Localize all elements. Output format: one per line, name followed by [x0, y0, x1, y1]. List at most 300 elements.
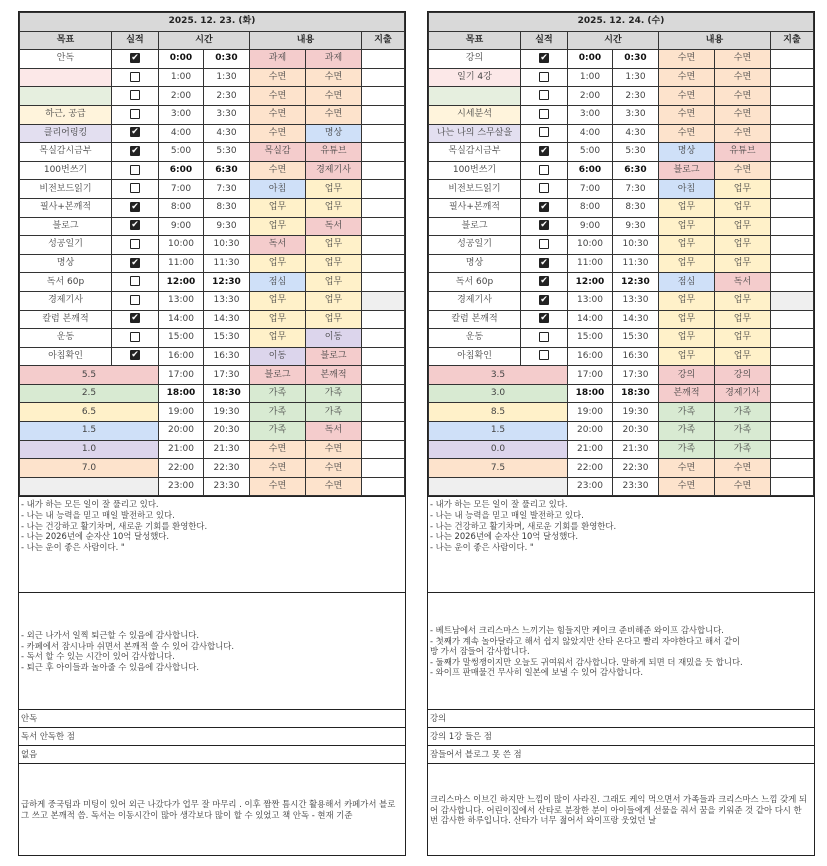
- activity-cell[interactable]: 업무: [715, 198, 771, 217]
- checkbox-checked-icon[interactable]: ✔: [131, 145, 139, 156]
- goal-cell[interactable]: 경제기사: [20, 291, 112, 310]
- expense-cell[interactable]: [771, 161, 814, 180]
- expense-cell[interactable]: [362, 477, 405, 496]
- category-hours-cell: 0.0: [429, 440, 568, 459]
- done-cell: [521, 124, 568, 143]
- goal-cell[interactable]: 운동: [20, 329, 112, 348]
- activity-cell[interactable]: 블로그: [306, 347, 362, 366]
- expense-cell[interactable]: [362, 68, 405, 87]
- activity-cell[interactable]: 업무: [659, 236, 715, 255]
- checkbox-empty-icon[interactable]: [539, 165, 549, 175]
- activity-cell[interactable]: 수면: [306, 477, 362, 496]
- time-start: 12:00: [159, 273, 204, 292]
- activity-cell[interactable]: 가족: [715, 422, 771, 441]
- activity-cell[interactable]: 업무: [306, 310, 362, 329]
- schedule-row: [20, 124, 405, 143]
- activity-cell[interactable]: 수면: [659, 459, 715, 478]
- checkbox-empty-icon[interactable]: [130, 239, 140, 249]
- done-cell: [521, 273, 568, 292]
- time-end: 10:30: [613, 236, 659, 255]
- activity-cell[interactable]: 업무: [250, 310, 306, 329]
- schedule-row: [429, 124, 814, 143]
- time-start: 0:00: [568, 50, 613, 69]
- expense-cell[interactable]: [362, 329, 405, 348]
- time-start: 14:00: [568, 310, 613, 329]
- schedule-row: [20, 310, 405, 329]
- activity-cell[interactable]: 업무: [250, 291, 306, 310]
- activity-cell[interactable]: 독서: [250, 236, 306, 255]
- goal-cell[interactable]: 경제기사: [429, 291, 521, 310]
- goal-cell[interactable]: 100번쓰기: [20, 161, 112, 180]
- expense-cell[interactable]: [362, 105, 405, 124]
- goal-cell[interactable]: 안독: [20, 50, 112, 69]
- activity-cell[interactable]: 수면: [250, 161, 306, 180]
- expense-cell[interactable]: [771, 310, 814, 329]
- activity-cell[interactable]: 업무: [715, 217, 771, 236]
- activity-cell[interactable]: 가족: [250, 384, 306, 403]
- header-time: 시간: [159, 31, 250, 50]
- goal-cell[interactable]: 아침확인: [429, 347, 521, 366]
- checkbox-empty-icon[interactable]: [539, 72, 549, 82]
- schedule-row: [429, 198, 814, 217]
- diary-text: 크리스마스 이브긴 하지만 느낌이 많이 사라진. 그래도 케익 먹으면서 가족들과 크리스마스 느낌 갖게 되어 감사합니다. 어린이집에서 산타로 분장한 분이 아이들에게 선물을 줘서 꿈을 키워준 것 같아 다시 한 번 감사한 하루입니다. 산타가 너무 젊어서 와이프랑 웃었던 날: [430, 794, 808, 826]
- goal-cell[interactable]: 나는 나의 스무살을: [429, 124, 521, 143]
- time-start: 15:00: [568, 329, 613, 348]
- goal-cell[interactable]: 블로그: [20, 217, 112, 236]
- expense-cell[interactable]: [362, 198, 405, 217]
- done-cell: [521, 87, 568, 106]
- activity-cell[interactable]: 수면: [715, 68, 771, 87]
- schedule-row: [20, 68, 405, 87]
- activity-cell[interactable]: 명상: [306, 124, 362, 143]
- improve-point-line[interactable]: 잠들어서 블로그 못 쓴 점: [428, 745, 814, 763]
- expense-cell[interactable]: [771, 180, 814, 199]
- category-hours-cell: 5.5: [20, 366, 159, 385]
- schedule-row: [20, 161, 405, 180]
- schedule-row: [429, 68, 814, 87]
- checkbox-checked-icon[interactable]: ✔: [540, 276, 548, 287]
- activity-cell[interactable]: 수면: [715, 477, 771, 496]
- schedule-row: [429, 105, 814, 124]
- activity-cell[interactable]: 독서: [306, 422, 362, 441]
- done-cell: [112, 143, 159, 162]
- checkbox-checked-icon[interactable]: ✔: [540, 220, 548, 231]
- activity-cell[interactable]: 수면: [715, 459, 771, 478]
- category-hours-cell: 1.0: [20, 440, 159, 459]
- goal-cell[interactable]: 칼럼 본깨적: [429, 310, 521, 329]
- activity-cell[interactable]: 수면: [715, 124, 771, 143]
- summary-row: [20, 366, 405, 385]
- expense-cell[interactable]: [771, 105, 814, 124]
- expense-cell[interactable]: [771, 384, 814, 403]
- done-cell: [112, 310, 159, 329]
- activity-cell[interactable]: 점심: [659, 273, 715, 292]
- time-start: 3:00: [159, 105, 204, 124]
- expense-cell[interactable]: [362, 87, 405, 106]
- expense-cell[interactable]: [771, 440, 814, 459]
- time-end: 18:30: [613, 384, 659, 403]
- expense-cell[interactable]: [362, 143, 405, 162]
- goal-cell[interactable]: 독서 60p: [429, 273, 521, 292]
- activity-cell[interactable]: 업무: [306, 236, 362, 255]
- goal-cell[interactable]: [20, 87, 112, 106]
- header-done: 실적: [521, 31, 568, 50]
- goal-cell[interactable]: 클리어링킹: [20, 124, 112, 143]
- activity-cell[interactable]: 과제: [250, 50, 306, 69]
- activity-cell[interactable]: 업무: [250, 254, 306, 273]
- checkbox-empty-icon[interactable]: [539, 332, 549, 342]
- expense-cell[interactable]: [771, 329, 814, 348]
- activity-cell[interactable]: 업무: [715, 236, 771, 255]
- affirmations-box[interactable]: [19, 496, 405, 592]
- expense-cell[interactable]: [771, 143, 814, 162]
- activity-cell[interactable]: 강의: [659, 366, 715, 385]
- time-start: 3:00: [568, 105, 613, 124]
- activity-cell[interactable]: 경제기사: [715, 384, 771, 403]
- activity-cell[interactable]: 수면: [715, 161, 771, 180]
- expense-cell[interactable]: [362, 403, 405, 422]
- time-end: 8:30: [613, 198, 659, 217]
- diary-box[interactable]: [19, 763, 405, 855]
- activity-cell[interactable]: 블로그: [250, 366, 306, 385]
- checkbox-empty-icon[interactable]: [130, 295, 140, 305]
- activity-cell[interactable]: 가족: [715, 440, 771, 459]
- done-cell: [112, 161, 159, 180]
- activity-cell[interactable]: 업무: [715, 180, 771, 199]
- activity-cell[interactable]: 독서: [306, 217, 362, 236]
- activity-cell[interactable]: 목실감: [250, 143, 306, 162]
- daily-sheet-right: [427, 11, 815, 856]
- goal-cell[interactable]: 시세분석: [429, 105, 521, 124]
- activity-cell[interactable]: 수면: [715, 50, 771, 69]
- checkbox-empty-icon[interactable]: [539, 183, 549, 193]
- expense-cell[interactable]: [362, 254, 405, 273]
- time-end: 4:30: [204, 124, 250, 143]
- gratitude-box[interactable]: [428, 592, 814, 709]
- checkbox-checked-icon[interactable]: ✔: [131, 257, 139, 268]
- goal-cell[interactable]: 하근, 공급: [20, 105, 112, 124]
- activity-cell[interactable]: 업무: [659, 217, 715, 236]
- activity-cell[interactable]: 수면: [659, 87, 715, 106]
- checkbox-checked-icon[interactable]: ✔: [540, 201, 548, 212]
- affirmations-box[interactable]: [428, 496, 814, 592]
- improve-point-line[interactable]: 없음: [19, 745, 405, 763]
- expense-cell[interactable]: [362, 50, 405, 69]
- checkbox-empty-icon[interactable]: [130, 109, 140, 119]
- activity-cell[interactable]: 업무: [715, 254, 771, 273]
- time-start: 21:00: [159, 440, 204, 459]
- checkbox-empty-icon[interactable]: [130, 332, 140, 342]
- goal-cell[interactable]: 100번쓰기: [429, 161, 521, 180]
- time-end: 20:30: [204, 422, 250, 441]
- checkbox-empty-icon[interactable]: [539, 127, 549, 137]
- expense-cell[interactable]: [771, 254, 814, 273]
- time-start: 0:00: [159, 50, 204, 69]
- expense-cell[interactable]: [362, 384, 405, 403]
- goal-cell[interactable]: 비전보드읽기: [429, 180, 521, 199]
- done-cell: [112, 87, 159, 106]
- checkbox-checked-icon[interactable]: ✔: [131, 313, 139, 324]
- gratitude-line: - 둘째가 말썽쟁이지만 오늘도 귀여워서 감사합니다. 말하게 되면 더 재밌을 듯 합니다.: [430, 656, 743, 667]
- activity-cell[interactable]: 수면: [306, 87, 362, 106]
- expense-cell[interactable]: [362, 422, 405, 441]
- expense-cell[interactable]: [771, 403, 814, 422]
- expense-cell[interactable]: [771, 87, 814, 106]
- schedule-table: [428, 12, 814, 496]
- activity-cell[interactable]: 업무: [659, 329, 715, 348]
- activity-cell[interactable]: 수면: [250, 124, 306, 143]
- activity-cell[interactable]: 업무: [659, 291, 715, 310]
- activity-cell[interactable]: 업무: [715, 310, 771, 329]
- activity-cell[interactable]: 수면: [659, 105, 715, 124]
- activity-cell[interactable]: 수면: [715, 105, 771, 124]
- checkbox-empty-icon[interactable]: [130, 276, 140, 286]
- activity-cell[interactable]: 수면: [306, 440, 362, 459]
- done-cell: [112, 105, 159, 124]
- activity-cell[interactable]: 수면: [250, 87, 306, 106]
- goal-cell[interactable]: 필사+본깨적: [20, 198, 112, 217]
- activity-cell[interactable]: 수면: [250, 477, 306, 496]
- goal-cell[interactable]: 목실감시금부: [429, 143, 521, 162]
- activity-cell[interactable]: 수면: [250, 68, 306, 87]
- good-point-line[interactable]: 독서 안독한 점: [19, 727, 405, 745]
- activity-cell[interactable]: 유튜브: [715, 143, 771, 162]
- main-goal-line[interactable]: 안독: [19, 709, 405, 727]
- checkbox-checked-icon[interactable]: ✔: [131, 220, 139, 231]
- goal-cell[interactable]: 운동: [429, 329, 521, 348]
- time-start: 5:00: [159, 143, 204, 162]
- activity-cell[interactable]: 업무: [715, 329, 771, 348]
- schedule-row: [20, 236, 405, 255]
- affirmation-line: - 나는 2026년에 순자산 10억 달성했다.: [21, 531, 170, 542]
- expense-cell[interactable]: [771, 236, 814, 255]
- expense-cell[interactable]: [362, 459, 405, 478]
- diary-box[interactable]: [428, 763, 814, 855]
- goal-cell[interactable]: 강의: [429, 50, 521, 69]
- checkbox-checked-icon[interactable]: ✔: [540, 145, 548, 156]
- activity-cell[interactable]: 아침: [250, 180, 306, 199]
- category-hours-cell: 7.5: [429, 459, 568, 478]
- expense-cell[interactable]: [362, 366, 405, 385]
- activity-cell[interactable]: 과제: [306, 50, 362, 69]
- activity-cell[interactable]: 수면: [306, 68, 362, 87]
- expense-cell[interactable]: [771, 366, 814, 385]
- activity-cell[interactable]: 수면: [250, 105, 306, 124]
- goal-cell[interactable]: 필사+본깨적: [429, 198, 521, 217]
- checkbox-empty-icon[interactable]: [539, 350, 549, 360]
- activity-cell[interactable]: 수면: [659, 50, 715, 69]
- affirmation-line: - 내가 하는 모든 일이 잘 풀리고 있다.: [21, 499, 159, 510]
- done-cell: [112, 50, 159, 69]
- activity-cell[interactable]: 가족: [250, 422, 306, 441]
- activity-cell[interactable]: 업무: [659, 347, 715, 366]
- goal-cell[interactable]: [20, 68, 112, 87]
- goal-cell[interactable]: 칼럼 본깨적: [20, 310, 112, 329]
- done-cell: [112, 329, 159, 348]
- activity-cell[interactable]: 업무: [306, 273, 362, 292]
- time-end: 3:30: [204, 105, 250, 124]
- time-end: 0:30: [613, 50, 659, 69]
- good-point-line[interactable]: 강의 1강 들은 점: [428, 727, 814, 745]
- checkbox-empty-icon[interactable]: [130, 90, 140, 100]
- activity-cell[interactable]: 업무: [659, 310, 715, 329]
- schedule-row: [429, 50, 814, 69]
- checkbox-checked-icon[interactable]: ✔: [131, 127, 139, 138]
- activity-cell[interactable]: 업무: [306, 198, 362, 217]
- checkbox-empty-icon[interactable]: [130, 165, 140, 175]
- activity-cell[interactable]: 아침: [659, 180, 715, 199]
- time-start: 14:00: [159, 310, 204, 329]
- expense-cell[interactable]: [362, 124, 405, 143]
- activity-cell[interactable]: 가족: [659, 403, 715, 422]
- activity-cell[interactable]: 본깨적: [306, 366, 362, 385]
- goal-cell[interactable]: 명상: [20, 254, 112, 273]
- activity-cell[interactable]: 이동: [306, 329, 362, 348]
- time-start: 8:00: [159, 198, 204, 217]
- activity-cell[interactable]: 독서: [715, 273, 771, 292]
- time-end: 13:30: [613, 291, 659, 310]
- goal-cell[interactable]: 아침확인: [20, 347, 112, 366]
- goal-cell[interactable]: [429, 87, 521, 106]
- checkbox-checked-icon[interactable]: ✔: [131, 52, 139, 63]
- activity-cell[interactable]: 업무: [306, 180, 362, 199]
- time-start: 1:00: [568, 68, 613, 87]
- goal-cell[interactable]: 비전보드읽기: [20, 180, 112, 199]
- activity-cell[interactable]: 업무: [250, 198, 306, 217]
- expense-cell[interactable]: [362, 180, 405, 199]
- activity-cell[interactable]: 수면: [659, 124, 715, 143]
- goal-cell[interactable]: 명상: [429, 254, 521, 273]
- summary-row: [429, 403, 814, 422]
- activity-cell[interactable]: 블로그: [659, 161, 715, 180]
- activity-cell[interactable]: 이동: [250, 347, 306, 366]
- checkbox-checked-icon[interactable]: ✔: [540, 313, 548, 324]
- expense-cell[interactable]: [362, 273, 405, 292]
- goal-cell[interactable]: 일기 4강: [429, 68, 521, 87]
- checkbox-empty-icon[interactable]: [130, 183, 140, 193]
- checkbox-checked-icon[interactable]: ✔: [540, 257, 548, 268]
- goal-cell[interactable]: 블로그: [429, 217, 521, 236]
- activity-cell[interactable]: 업무: [659, 254, 715, 273]
- checkbox-checked-icon[interactable]: ✔: [540, 294, 548, 305]
- expense-cell[interactable]: [362, 161, 405, 180]
- time-start: 17:00: [159, 366, 204, 385]
- activity-cell[interactable]: 가족: [250, 403, 306, 422]
- schedule-row: [20, 87, 405, 106]
- activity-cell[interactable]: 강의: [715, 366, 771, 385]
- summary-row: [20, 477, 405, 496]
- schedule-row: [429, 347, 814, 366]
- expense-cell[interactable]: [771, 124, 814, 143]
- time-end: 6:30: [613, 161, 659, 180]
- activity-cell[interactable]: 업무: [715, 347, 771, 366]
- goal-cell[interactable]: 성공일기: [20, 236, 112, 255]
- expense-cell[interactable]: [771, 198, 814, 217]
- activity-cell[interactable]: 수면: [250, 459, 306, 478]
- expense-cell[interactable]: [771, 459, 814, 478]
- time-end: 22:30: [613, 459, 659, 478]
- gratitude-box[interactable]: [19, 592, 405, 709]
- checkbox-empty-icon[interactable]: [539, 90, 549, 100]
- category-hours-cell: 3.5: [429, 366, 568, 385]
- activity-cell[interactable]: 수면: [715, 87, 771, 106]
- time-end: 20:30: [613, 422, 659, 441]
- expense-cell[interactable]: [362, 347, 405, 366]
- expense-cell[interactable]: [771, 68, 814, 87]
- checkbox-checked-icon[interactable]: ✔: [540, 52, 548, 63]
- expense-cell[interactable]: [362, 440, 405, 459]
- expense-cell[interactable]: [771, 50, 814, 69]
- checkbox-checked-icon[interactable]: ✔: [131, 201, 139, 212]
- expense-cell[interactable]: [362, 217, 405, 236]
- activity-cell[interactable]: 업무: [306, 254, 362, 273]
- checkbox-empty-icon[interactable]: [539, 109, 549, 119]
- date-title: 2025. 12. 24. (수): [429, 13, 814, 32]
- activity-cell[interactable]: 업무: [250, 329, 306, 348]
- activity-cell[interactable]: 수면: [659, 477, 715, 496]
- affirmation-line: - 나는 2026년에 순자산 10억 달성했다.: [430, 531, 579, 542]
- time-end: 14:30: [204, 310, 250, 329]
- activity-cell[interactable]: 명상: [659, 143, 715, 162]
- time-end: 7:30: [613, 180, 659, 199]
- time-start: 10:00: [568, 236, 613, 255]
- activity-cell[interactable]: 수면: [659, 68, 715, 87]
- expense-cell[interactable]: [771, 291, 814, 310]
- time-start: 7:00: [159, 180, 204, 199]
- activity-cell[interactable]: 유튜브: [306, 143, 362, 162]
- schedule-row: [429, 161, 814, 180]
- activity-cell[interactable]: 점심: [250, 273, 306, 292]
- expense-cell[interactable]: [771, 217, 814, 236]
- activity-cell[interactable]: 업무: [250, 217, 306, 236]
- time-end: 1:30: [613, 68, 659, 87]
- activity-cell[interactable]: 업무: [659, 198, 715, 217]
- time-end: 16:30: [204, 347, 250, 366]
- goal-cell[interactable]: 성공일기: [429, 236, 521, 255]
- expense-cell[interactable]: [771, 347, 814, 366]
- goal-cell[interactable]: 독서 60p: [20, 273, 112, 292]
- activity-cell[interactable]: 수면: [250, 440, 306, 459]
- schedule-row: [20, 291, 405, 310]
- summary-row: [429, 477, 814, 496]
- main-goal-line[interactable]: 강의: [428, 709, 814, 727]
- activity-cell[interactable]: 업무: [715, 291, 771, 310]
- activity-cell[interactable]: 수면: [306, 459, 362, 478]
- time-end: 2:30: [613, 87, 659, 106]
- activity-cell[interactable]: 경제기사: [306, 161, 362, 180]
- activity-cell[interactable]: 가족: [659, 440, 715, 459]
- activity-cell[interactable]: 수면: [306, 105, 362, 124]
- activity-cell[interactable]: 본깨적: [659, 384, 715, 403]
- activity-cell[interactable]: 가족: [715, 403, 771, 422]
- checkbox-empty-icon[interactable]: [539, 239, 549, 249]
- schedule-row: [429, 87, 814, 106]
- expense-cell[interactable]: [362, 236, 405, 255]
- expense-cell[interactable]: [771, 422, 814, 441]
- checkbox-checked-icon[interactable]: ✔: [131, 350, 139, 361]
- activity-cell[interactable]: 가족: [306, 403, 362, 422]
- activity-cell[interactable]: 가족: [306, 384, 362, 403]
- activity-cell[interactable]: 업무: [306, 291, 362, 310]
- expense-cell[interactable]: [771, 477, 814, 496]
- expense-cell[interactable]: [362, 310, 405, 329]
- checkbox-empty-icon[interactable]: [130, 72, 140, 82]
- expense-cell[interactable]: [771, 273, 814, 292]
- time-end: 13:30: [204, 291, 250, 310]
- goal-cell[interactable]: 목실감시금부: [20, 143, 112, 162]
- activity-cell[interactable]: 가족: [659, 422, 715, 441]
- expense-cell[interactable]: [362, 291, 405, 310]
